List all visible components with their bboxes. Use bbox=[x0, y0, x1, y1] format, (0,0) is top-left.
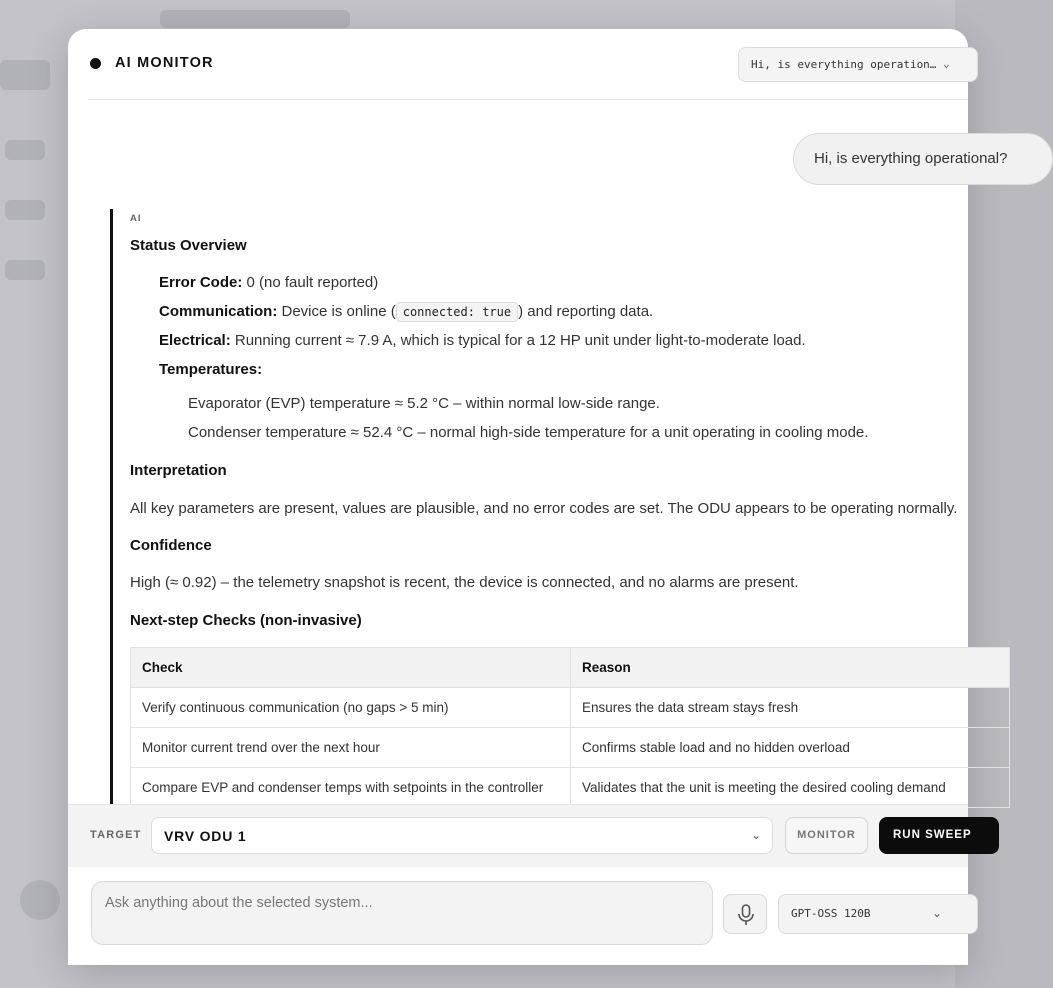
table-cell-reason: Confirms stable load and no hidden overload bbox=[571, 728, 1010, 768]
table-cell-check: Verify continuous communication (no gaps > 5 min) bbox=[131, 688, 571, 728]
error-code-value: 0 (no fault reported) bbox=[242, 274, 379, 291]
thread-select-value: Hi, is everything operation… bbox=[751, 58, 937, 71]
chevron-down-icon: ⌄ bbox=[943, 57, 950, 70]
ai-response bbox=[110, 209, 1013, 829]
communication-text: Device is online ( bbox=[277, 303, 396, 320]
ai-label: AI bbox=[130, 213, 142, 224]
table-cell-check: Monitor current trend over the next hour bbox=[131, 728, 571, 768]
background-blur-bar bbox=[160, 10, 350, 28]
interpretation-text: All key parameters are present, values are plausible, and no error codes are set. The ODU appears to be operating normally. bbox=[130, 500, 958, 517]
composer bbox=[68, 867, 968, 965]
chevron-down-icon: ⌄ bbox=[932, 906, 943, 920]
target-select-value: VRV ODU 1 bbox=[164, 828, 247, 844]
background-blur-block bbox=[5, 200, 45, 220]
user-message-bubble: Hi, is everything operational? bbox=[793, 133, 1053, 185]
column-header-check: Check bbox=[131, 648, 571, 688]
target-label: TARGET bbox=[90, 829, 142, 841]
panel-header bbox=[88, 29, 968, 100]
table-row bbox=[131, 728, 1010, 768]
communication-label: Communication: bbox=[159, 303, 278, 320]
evp-temp-text: Evaporator (EVP) temperature ≈ 5.2 °C – within normal low-side range. bbox=[188, 395, 660, 412]
electrical-label: Electrical: bbox=[159, 332, 231, 349]
temperatures-line bbox=[159, 361, 262, 378]
ai-monitor-panel bbox=[68, 29, 1008, 965]
connected-code: connected: true bbox=[396, 302, 518, 322]
confidence-text: High (≈ 0.92) – the telemetry snapshot is recent, the device is connected, and no alarms are present. bbox=[130, 574, 799, 591]
error-code-label: Error Code: bbox=[159, 274, 243, 291]
condenser-temp-text: Condenser temperature ≈ 52.4 °C – normal high-side temperature for a unit operating in cooling mode. bbox=[188, 424, 869, 441]
table-row bbox=[131, 688, 1010, 728]
table-cell-reason: Ensures the data stream stays fresh bbox=[571, 688, 1010, 728]
background-blur-block bbox=[5, 260, 45, 280]
error-code-line bbox=[159, 274, 378, 291]
mic-button[interactable] bbox=[723, 894, 767, 934]
app-title: AI MONITOR bbox=[115, 55, 214, 71]
temperatures-label: Temperatures: bbox=[159, 361, 263, 378]
thread-select[interactable] bbox=[738, 47, 978, 82]
communication-line bbox=[159, 303, 653, 320]
model-select-value: GPT-OSS 120B bbox=[791, 907, 871, 920]
ask-input[interactable]: Ask anything about the selected system... bbox=[91, 881, 713, 945]
column-header-reason: Reason bbox=[571, 648, 1010, 688]
target-select[interactable] bbox=[151, 817, 773, 854]
checks-table bbox=[130, 647, 1010, 808]
confidence-heading: Confidence bbox=[130, 537, 212, 554]
table-cell-reason: Validates that the unit is meeting the desired cooling demand bbox=[571, 768, 1010, 808]
mic-icon bbox=[724, 895, 768, 935]
background-blur-block bbox=[5, 140, 45, 160]
status-overview-heading: Status Overview bbox=[130, 237, 247, 254]
chat-area[interactable] bbox=[68, 100, 1008, 804]
next-steps-heading: Next-step Checks (non-invasive) bbox=[130, 612, 362, 629]
background-blur-block bbox=[0, 60, 50, 90]
target-bar bbox=[68, 804, 972, 868]
background-blur-block bbox=[20, 880, 60, 920]
interpretation-heading: Interpretation bbox=[130, 462, 227, 479]
chevron-down-icon: ⌄ bbox=[751, 828, 762, 842]
communication-text-end: ) and reporting data. bbox=[518, 303, 654, 320]
table-header-row bbox=[131, 648, 1010, 688]
status-dot-icon bbox=[90, 58, 101, 69]
table-cell-check: Compare EVP and condenser temps with setpoints in the controller bbox=[131, 768, 571, 808]
electrical-value: Running current ≈ 7.9 A, which is typical for a 12 HP unit under light-to-moderate load. bbox=[230, 332, 806, 349]
model-select[interactable] bbox=[778, 894, 978, 934]
table-row bbox=[131, 768, 1010, 808]
run-sweep-button[interactable]: RUN SWEEP bbox=[879, 817, 999, 854]
electrical-line bbox=[159, 332, 806, 349]
monitor-button[interactable]: MONITOR bbox=[785, 817, 868, 854]
